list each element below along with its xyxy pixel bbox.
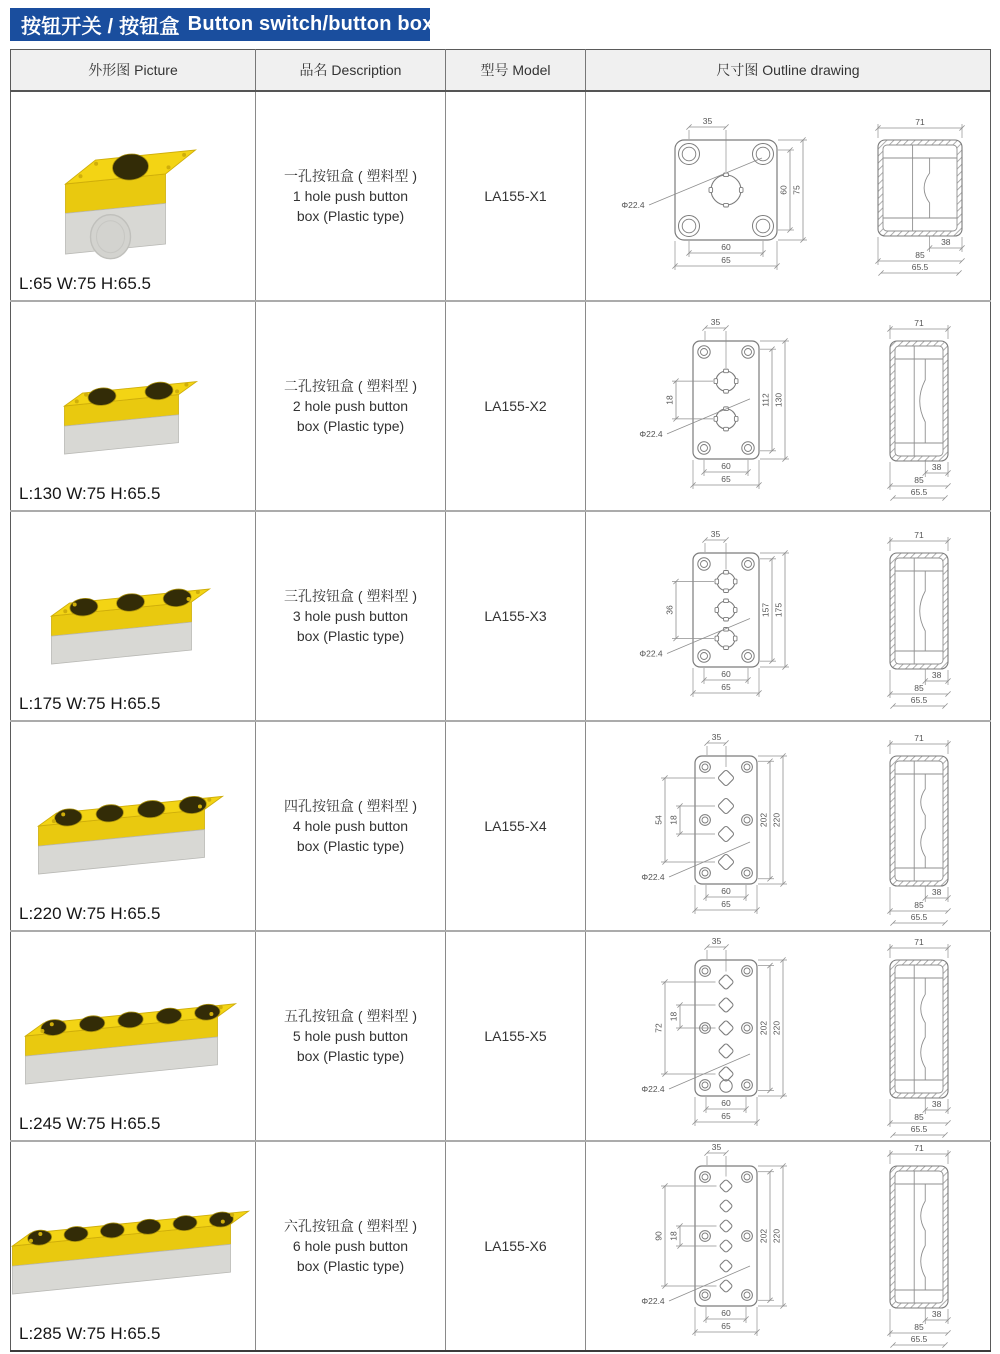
description-en-line1: 5 hole push button (292, 1027, 409, 1044)
description-cell (256, 721, 446, 931)
svg-text:Φ22.4: Φ22.4 (639, 648, 663, 659)
svg-text:35: 35 (711, 936, 722, 947)
outline-drawing (586, 934, 991, 1138)
svg-text:65: 65 (721, 899, 731, 910)
svg-text:71: 71 (914, 937, 924, 948)
svg-text:71: 71 (914, 1144, 924, 1154)
model-cell (446, 721, 586, 931)
svg-text:38: 38 (931, 462, 942, 473)
svg-text:35: 35 (702, 116, 713, 127)
outline-drawing-graphic (639, 529, 950, 708)
model-number: LA155-X4 (484, 818, 547, 834)
svg-text:18: 18 (668, 815, 679, 825)
svg-text:71: 71 (914, 318, 924, 329)
picture-cell (11, 931, 256, 1141)
svg-text:65.5: 65.5 (910, 1334, 928, 1345)
svg-text:220: 220 (771, 1228, 782, 1244)
table-row (11, 91, 991, 301)
outline-drawing-graphic (621, 116, 964, 275)
svg-text:85: 85 (914, 1112, 924, 1123)
svg-text:60: 60 (778, 185, 789, 195)
svg-text:60: 60 (721, 669, 731, 680)
model-cell (446, 1141, 586, 1351)
svg-text:71: 71 (914, 733, 924, 744)
product-photo-graphic (52, 588, 210, 664)
svg-text:60: 60 (721, 1098, 731, 1109)
table-header-row (11, 50, 991, 92)
product-photo (11, 1146, 256, 1318)
model-number: LA155-X6 (484, 1238, 547, 1254)
model-cell (446, 91, 586, 301)
column-header-model: 型号 Model (446, 50, 586, 92)
svg-text:Φ22.4: Φ22.4 (641, 1084, 665, 1094)
svg-text:85: 85 (914, 1322, 924, 1333)
svg-text:60: 60 (721, 461, 731, 472)
outline-drawing (586, 94, 991, 298)
description-cell (256, 301, 446, 511)
outline-drawing-graphic (641, 936, 950, 1137)
svg-text:75: 75 (791, 185, 802, 195)
svg-text:38: 38 (931, 670, 942, 681)
product-photo-graphic (26, 1003, 236, 1084)
svg-text:38: 38 (941, 237, 951, 248)
svg-text:60: 60 (721, 242, 731, 253)
size-label: L:220 W:75 H:65.5 (19, 904, 161, 923)
column-header-outline: 尺寸图 Outline drawing (586, 50, 991, 92)
description-zh: 二孔按钮盒 ( 塑料型 ) (284, 377, 417, 394)
svg-text:36: 36 (664, 605, 675, 615)
svg-text:202: 202 (758, 1228, 769, 1244)
model-number: LA155-X1 (484, 188, 547, 204)
product-photo (11, 96, 256, 268)
product-photo-graphic (66, 150, 196, 259)
outline-drawing-cell (586, 931, 991, 1141)
svg-text:85: 85 (914, 683, 924, 694)
picture-cell (11, 511, 256, 721)
svg-text:65: 65 (721, 1321, 731, 1332)
table-row (11, 301, 991, 511)
svg-text:202: 202 (758, 812, 769, 828)
product-table (10, 49, 991, 1352)
description-zh: 三孔按钮盒 ( 塑料型 ) (284, 587, 417, 604)
svg-text:65.5: 65.5 (910, 695, 928, 706)
svg-text:65: 65 (721, 682, 731, 693)
description-en-line1: 4 hole push button (292, 817, 409, 834)
outline-drawing (586, 514, 991, 718)
outline-drawing-graphic (641, 1144, 950, 1348)
picture-cell (11, 91, 256, 301)
column-header-description: 品名 Description (256, 50, 446, 92)
outline-drawing-graphic (641, 732, 950, 925)
description-en-line1: 3 hole push button (292, 607, 409, 624)
page-title-zh: 按钮开关 / 按钮盒 (21, 16, 180, 38)
svg-text:18: 18 (664, 395, 675, 405)
svg-text:60: 60 (721, 886, 731, 897)
picture-cell (11, 301, 256, 511)
outline-drawing-cell (586, 511, 991, 721)
product-photo-graphic (39, 795, 223, 874)
svg-text:157: 157 (760, 602, 771, 618)
description-cell (256, 91, 446, 301)
model-cell (446, 511, 586, 721)
svg-text:Φ22.4: Φ22.4 (641, 1296, 665, 1306)
svg-text:38: 38 (931, 1099, 942, 1110)
svg-text:65.5: 65.5 (910, 912, 928, 923)
product-photo (11, 726, 256, 898)
svg-text:130: 130 (773, 392, 784, 408)
description-en-line2: box (Plastic type) (296, 418, 405, 435)
size-label: L:245 W:75 H:65.5 (19, 1114, 161, 1133)
svg-text:85: 85 (915, 250, 925, 261)
svg-text:35: 35 (710, 317, 721, 328)
model-number: LA155-X3 (484, 608, 547, 624)
svg-text:60: 60 (721, 1308, 731, 1319)
page-title-bar (10, 8, 434, 41)
table-row (11, 721, 991, 931)
svg-text:35: 35 (711, 1144, 722, 1153)
svg-text:175: 175 (773, 602, 784, 618)
outline-drawing (586, 304, 991, 508)
description-en-line1: 1 hole push button (292, 187, 409, 204)
model-number: LA155-X5 (484, 1028, 547, 1044)
description-zh: 四孔按钮盒 ( 塑料型 ) (284, 797, 417, 814)
svg-text:220: 220 (771, 812, 782, 828)
svg-text:38: 38 (931, 887, 942, 898)
product-photo (11, 306, 256, 478)
svg-text:112: 112 (760, 393, 771, 407)
svg-text:35: 35 (711, 732, 722, 743)
description-cell (256, 511, 446, 721)
svg-text:65: 65 (721, 1111, 731, 1122)
description-zh: 五孔按钮盒 ( 塑料型 ) (284, 1007, 417, 1024)
model-cell (446, 931, 586, 1141)
svg-text:65.5: 65.5 (910, 1124, 928, 1135)
outline-drawing (586, 724, 991, 928)
svg-text:72: 72 (653, 1023, 664, 1033)
column-header-picture: 外形图 Picture (11, 50, 256, 92)
size-label: L:130 W:75 H:65.5 (19, 484, 161, 503)
svg-text:65.5: 65.5 (910, 487, 928, 498)
description-zh: 一孔按钮盒 ( 塑料型 ) (284, 167, 417, 184)
svg-text:71: 71 (915, 117, 925, 128)
svg-text:18: 18 (668, 1231, 679, 1241)
product-photo (11, 516, 256, 688)
table-row (11, 931, 991, 1141)
description-cell (256, 1141, 446, 1351)
svg-text:220: 220 (771, 1020, 782, 1036)
svg-text:65: 65 (721, 255, 731, 266)
description-zh: 六孔按钮盒 ( 塑料型 ) (284, 1217, 417, 1234)
description-en-line2: box (Plastic type) (296, 1048, 405, 1065)
outline-drawing-cell (586, 1141, 991, 1351)
svg-text:Φ22.4: Φ22.4 (639, 428, 663, 439)
svg-text:18: 18 (668, 1011, 679, 1022)
svg-text:65.5: 65.5 (911, 262, 929, 273)
model-number: LA155-X2 (484, 398, 547, 414)
description-en-line2: box (Plastic type) (296, 628, 405, 645)
svg-text:Φ22.4: Φ22.4 (621, 200, 645, 210)
outline-drawing-cell (586, 721, 991, 931)
picture-cell (11, 721, 256, 931)
size-label: L:175 W:75 H:65.5 (19, 694, 161, 713)
model-cell (446, 301, 586, 511)
table-row (11, 511, 991, 721)
table-row (11, 1141, 991, 1351)
svg-text:54: 54 (653, 815, 664, 825)
description-en-line1: 2 hole push button (292, 397, 409, 414)
svg-text:38: 38 (931, 1309, 942, 1320)
picture-cell (11, 1141, 256, 1351)
outline-drawing (586, 1144, 991, 1348)
svg-text:202: 202 (758, 1020, 769, 1036)
svg-text:85: 85 (914, 475, 924, 486)
outline-drawing-graphic (639, 317, 950, 500)
product-photo-graphic (13, 1211, 249, 1294)
page-title-en: Button switch/button box (187, 13, 434, 35)
description-en-line1: 6 hole push button (292, 1237, 409, 1254)
description-en-line2: box (Plastic type) (296, 838, 405, 855)
description-en-line2: box (Plastic type) (296, 208, 405, 225)
product-photo-graphic (65, 381, 197, 454)
svg-text:65: 65 (721, 474, 731, 485)
description-cell (256, 931, 446, 1141)
svg-text:35: 35 (710, 529, 721, 540)
size-label: L:65 W:75 H:65.5 (19, 274, 151, 293)
outline-drawing-cell (586, 301, 991, 511)
product-photo (11, 936, 256, 1108)
svg-text:85: 85 (914, 900, 924, 911)
svg-text:71: 71 (914, 530, 924, 541)
svg-text:Φ22.4: Φ22.4 (641, 872, 665, 882)
svg-text:90: 90 (653, 1231, 664, 1241)
description-en-line2: box (Plastic type) (296, 1258, 405, 1275)
size-label: L:285 W:75 H:65.5 (19, 1324, 161, 1343)
outline-drawing-cell (586, 91, 991, 301)
